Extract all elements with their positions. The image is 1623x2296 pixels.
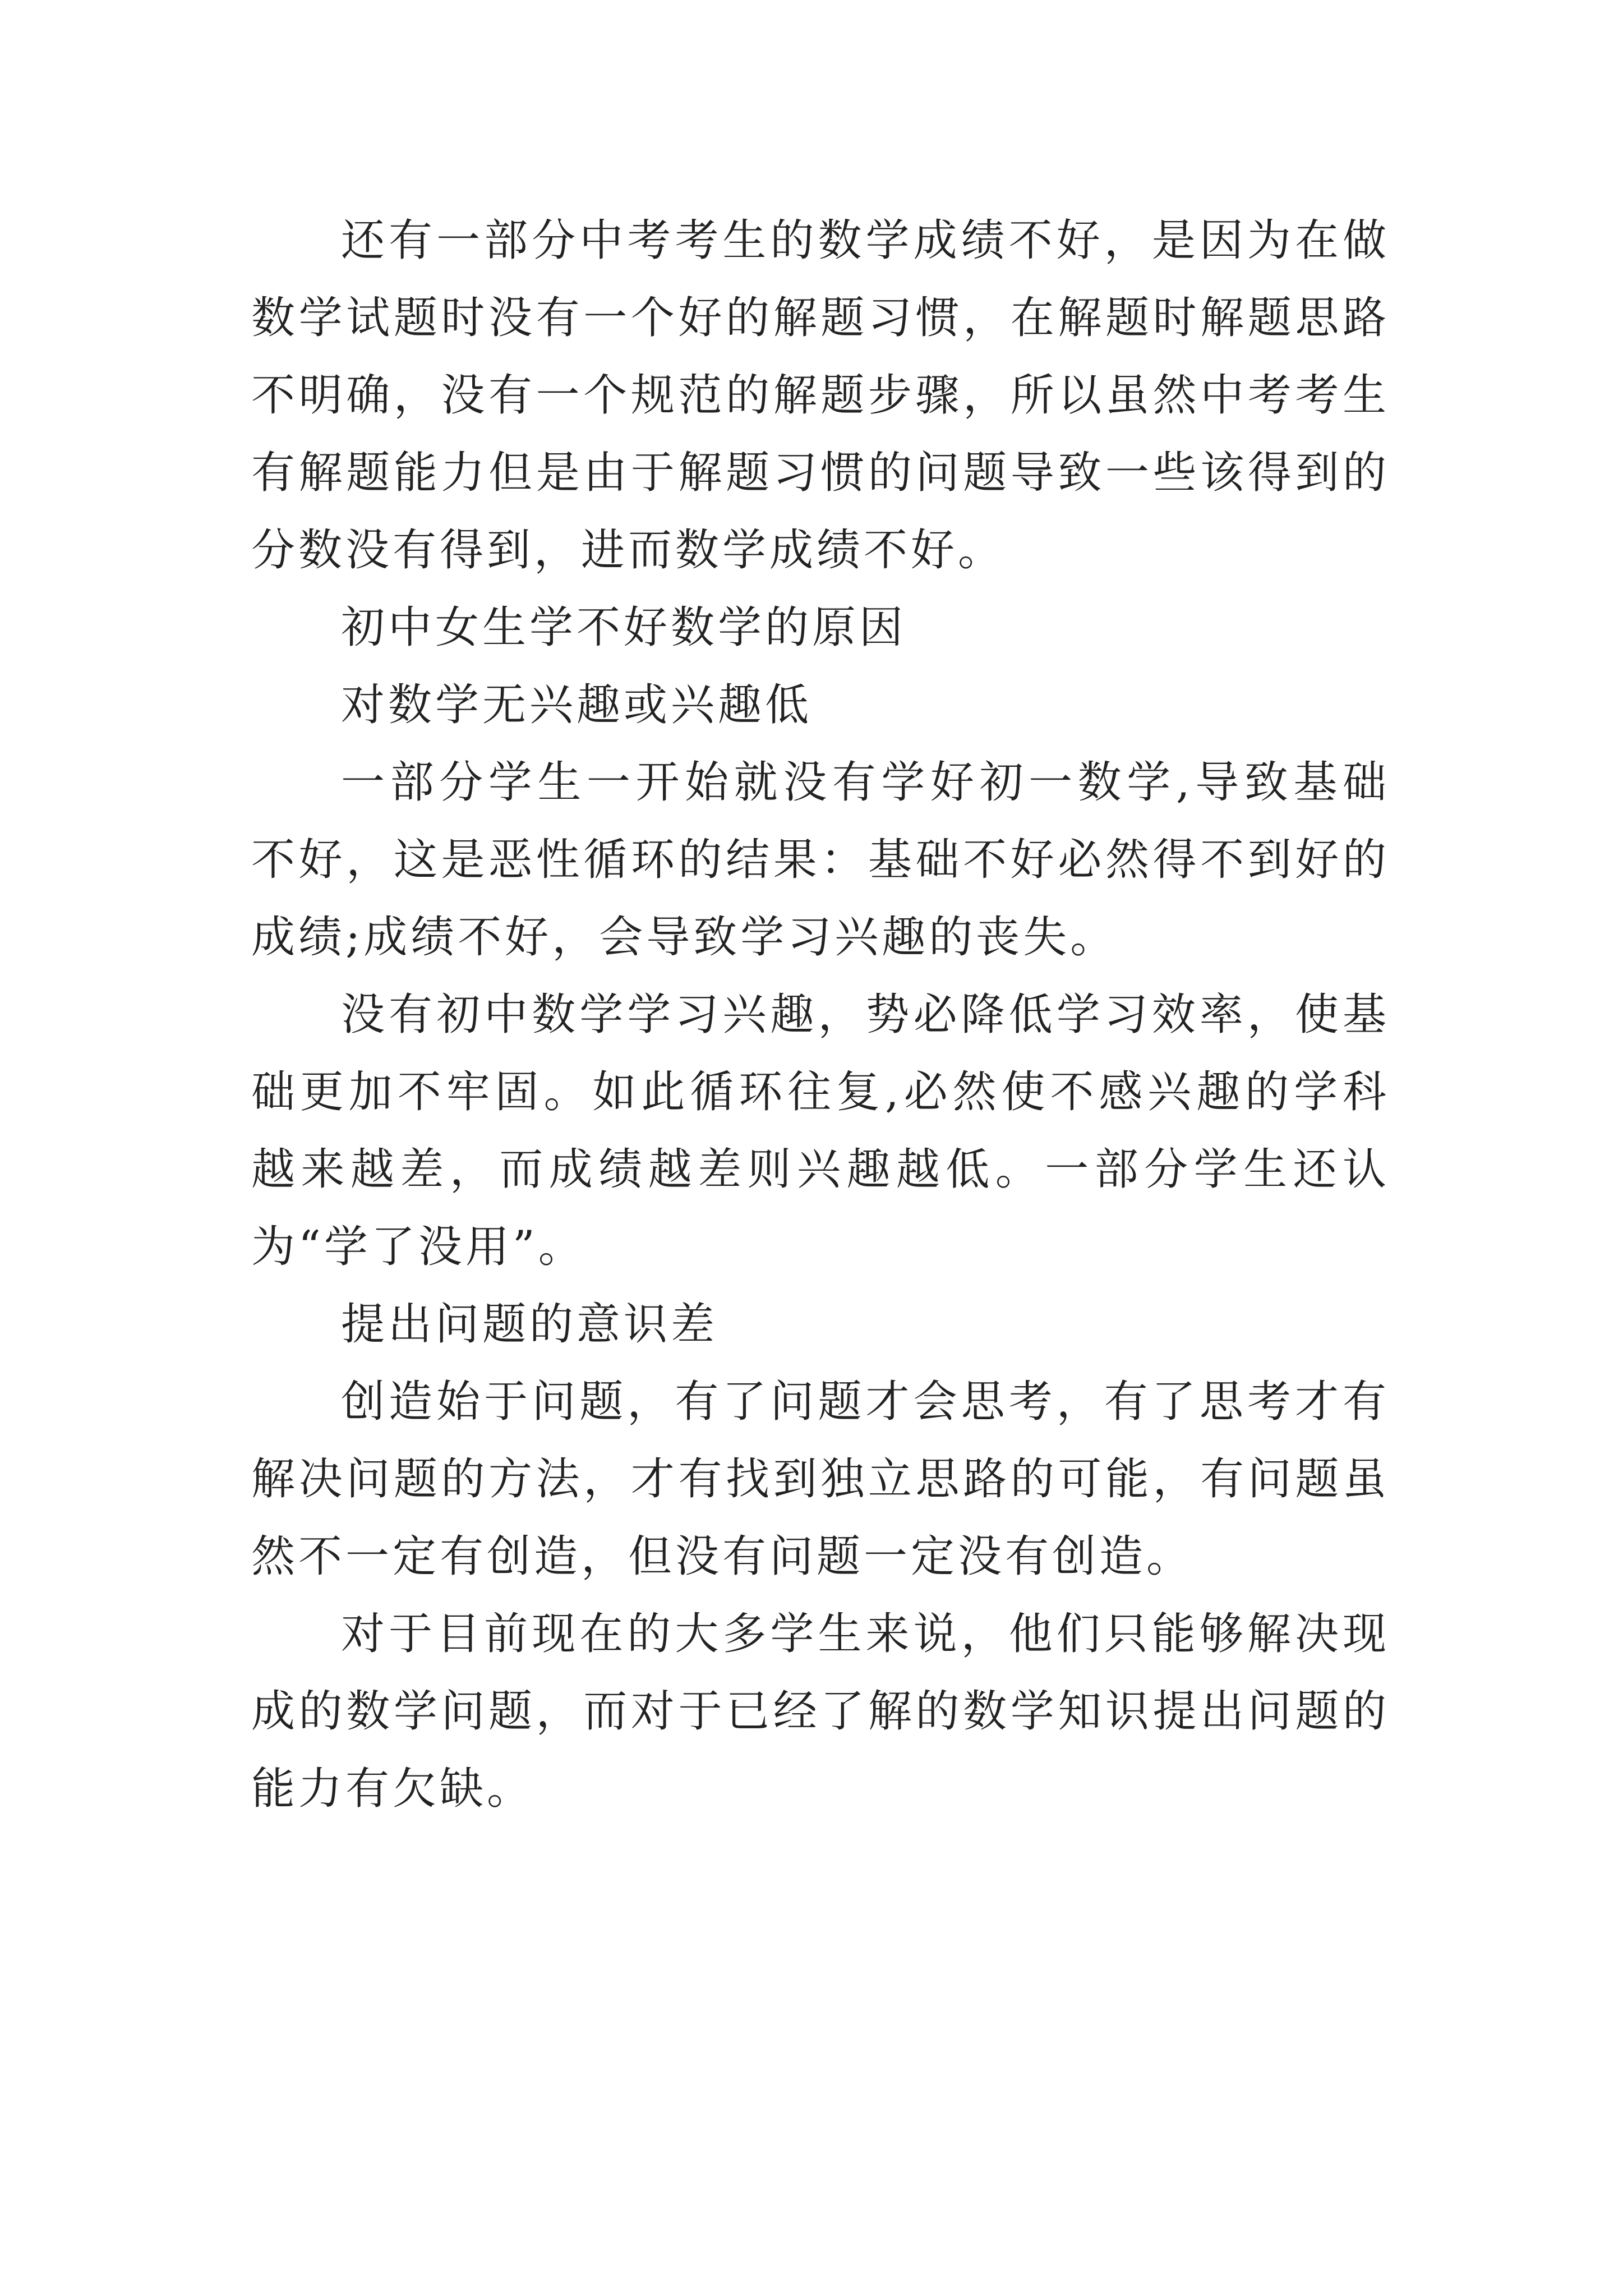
document-body xyxy=(251,202,1390,1828)
paragraph-current-students: 对于目前现在的大多学生来说，他们只能够解决现成的数学问题，而对于已经了解的数学知识提出问题的能力有欠缺。 xyxy=(251,1609,1390,1814)
paragraph-creativity: 创造始于问题，有了问题才会思考，有了思考才有解决问题的方法，才有找到独立思路的可能，有问题虽然不一定有创造，但没有问题一定没有创造。 xyxy=(251,1377,1390,1582)
heading-reasons: 初中女生学不好数学的原因 xyxy=(341,602,907,653)
subheading-question-awareness: 提出问题的意识差 xyxy=(341,1299,718,1350)
paragraph-interest-cycle: 没有初中数学学习兴趣，势必降低学习效率，使基础更加不牢固。如此循环往复,必然使不感兴趣的学科越来越差，而成绩越差则兴趣越低。一部分学生还认为“学了没用”。 xyxy=(251,990,1390,1272)
subheading-no-interest: 对数学无兴趣或兴趣低 xyxy=(341,680,813,730)
paragraph-weak-foundation: 一部分学生一开始就没有学好初一数学,导致基础不好，这是恶性循环的结果：基础不好必然得不到好的成绩;成绩不好，会导致学习兴趣的丧失。 xyxy=(251,757,1390,963)
paragraph-exam-habits: 还有一部分中考考生的数学成绩不好，是因为在做数学试题时没有一个好的解题习惯，在解题时解题思路不明确，没有一个规范的解题步骤，所以虽然中考考生有解题能力但是由于解题习惯的问题导致一些该得到的分数没有得到，进而数学成绩不好。 xyxy=(251,215,1390,576)
